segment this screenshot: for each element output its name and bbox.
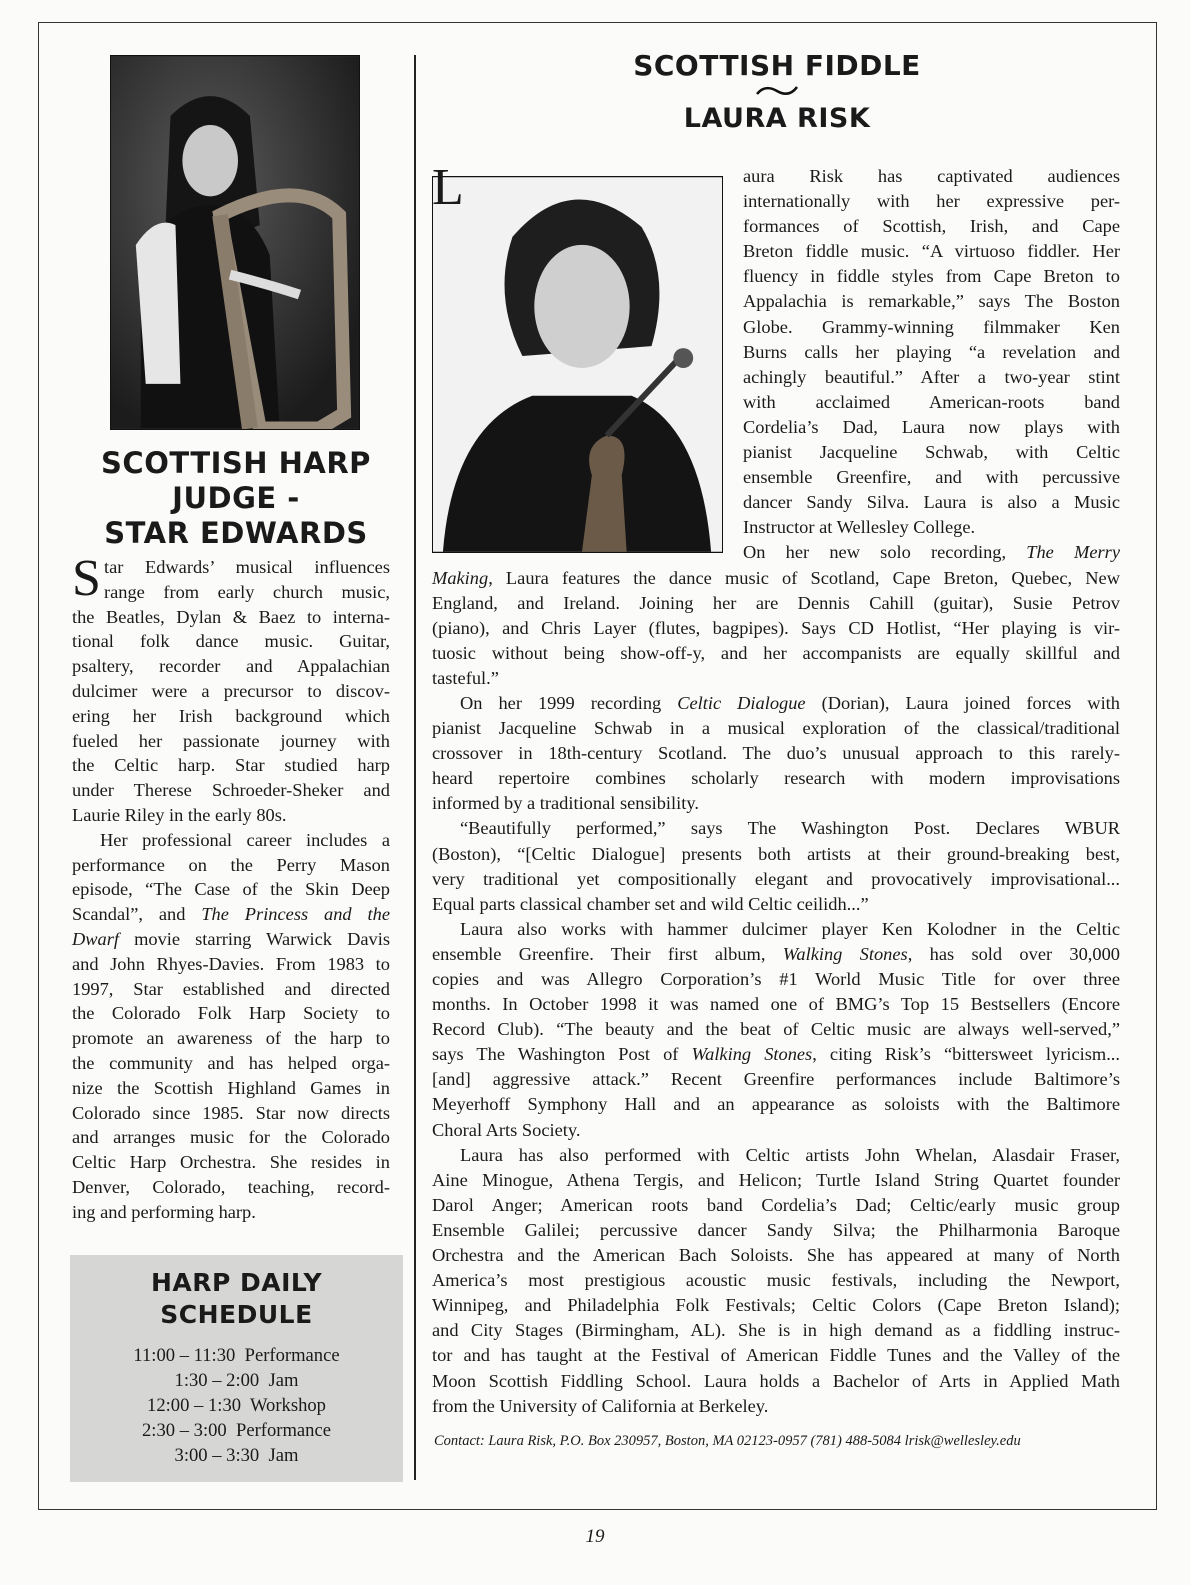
paragraph: [432, 691, 1120, 816]
text-segment: Celtic Harp Orchestra. She resides in: [72, 1152, 390, 1173]
text-line: [72, 1026, 390, 1051]
schedule-heading-line: SCHEDULE: [160, 1300, 313, 1329]
text-line: [432, 1318, 1120, 1343]
text-line: [72, 828, 390, 853]
text-segment: copies and was Allegro Corporation’s #1 World Music Title for over three: [432, 969, 1120, 989]
schedule-heading-line: HARP DAILY: [150, 1268, 323, 1297]
text-segment: under Therese Schroeder-Sheker and: [72, 780, 390, 801]
text-line: [432, 1268, 1120, 1293]
text-line: [432, 716, 1120, 741]
text-line: [432, 816, 1120, 841]
text-segment: dulcimer were a precursor to discov-: [72, 680, 390, 701]
text-line: [72, 877, 390, 902]
text-segment: ing and performing harp.: [72, 1201, 256, 1222]
schedule-item: 12:00 – 1:30 Workshop: [147, 1395, 326, 1416]
text-segment: fluency in fiddle styles from Cape Breton to: [743, 266, 1120, 287]
text-segment: months. In October 1998 it was named one of BMG’s Top 15 Bestsellers (Encore: [432, 994, 1120, 1015]
text-line: [72, 902, 390, 927]
italic-title: Making: [432, 567, 489, 588]
paragraph: [432, 917, 1120, 1143]
text-segment: Ensemble Galilei; percussive dancer Sandy Silva; the Philharmonia Baroque: [432, 1219, 1120, 1240]
schedule-item: 1:30 – 2:00 Jam: [174, 1370, 299, 1391]
text-line: [432, 1343, 1120, 1368]
text-line: [432, 1118, 1120, 1143]
star-edwards-bio: [72, 550, 390, 1225]
text-segment: Laurie Riley in the early 80s.: [72, 804, 287, 825]
text-segment: nize the Scottish Highland Games in: [72, 1077, 390, 1098]
text-line: [432, 390, 1120, 415]
text-segment: very traditional yet compositionally elegant and provocatively improvisational...: [432, 868, 1120, 889]
text-segment: On her new solo recording,: [743, 542, 1027, 563]
text-segment: tar Edwards’ musical influences: [104, 557, 390, 577]
text-segment: and John Rhyes-Davies. From 1983 to: [72, 953, 390, 974]
text-segment: the Celtic harp. Star studied harp: [72, 755, 390, 776]
text-segment: psaltery, recorder and Appalachian: [72, 656, 390, 677]
text-segment: says The Washington Post of: [432, 1044, 692, 1065]
text-segment: Denver, Colorado, teaching, record-: [72, 1176, 390, 1197]
text-line: [72, 1051, 390, 1076]
laura-risk-bio: [432, 159, 1120, 1419]
text-line: [72, 729, 390, 754]
text-line: [72, 977, 390, 1002]
paragraph: [432, 540, 1120, 691]
text-segment: pianist Jacqueline Schwab in a musical exploration of the classical/traditional: [432, 718, 1120, 739]
text-segment: Appalachia is remarkable,” says The Boston: [743, 291, 1120, 312]
text-segment: Aine Minogue, Athena Tergis, and Helicon; Turtle Island String Quartet founder: [432, 1169, 1120, 1190]
text-segment: Breton fiddle music. “A virtuoso fiddler. Her: [743, 241, 1120, 262]
schedule-list: [70, 1343, 403, 1468]
text-segment: Burns calls her playing “a revelation and: [743, 341, 1120, 362]
text-line: [432, 1168, 1120, 1193]
text-segment: episode, “The Case of the Skin Deep: [72, 879, 390, 900]
text-segment: , Laura features the dance music of Scotland, Cape Breton, Quebec, New: [488, 567, 1120, 588]
text-segment: achingly beautiful.” After a two-year stint: [743, 366, 1120, 387]
text-line: [432, 967, 1120, 992]
text-segment: Laura also works with hammer dulcimer player Ken Kolodner in the Celtic: [460, 918, 1120, 939]
text-line: [432, 766, 1120, 791]
text-line: [432, 1067, 1120, 1092]
text-line: [432, 917, 1120, 942]
text-segment: Choral Arts Society.: [432, 1119, 581, 1140]
text-segment: , has sold over 30,000: [907, 943, 1120, 964]
text-line: [432, 1193, 1120, 1218]
text-line: [432, 340, 1120, 365]
text-line: [432, 641, 1120, 666]
text-segment: formances of Scottish, Irish, and Cape: [743, 216, 1120, 237]
text-line: [432, 289, 1120, 314]
schedule-item: 2:30 – 3:00 Performance: [142, 1420, 331, 1441]
text-line: [432, 1143, 1120, 1168]
text-segment: Colorado since 1985. Star now directs: [72, 1102, 390, 1123]
text-segment: “Beautifully performed,” says The Washington Post. Declares WBUR: [460, 818, 1120, 839]
text-line: [72, 803, 390, 828]
text-segment: performance on the Perry Mason: [72, 854, 390, 875]
text-segment: from the University of California at Berkeley.: [432, 1395, 769, 1416]
text-segment: Winnipeg, and Philadelphia Folk Festivals; Celtic Colors (Cape Breton Island);: [432, 1295, 1120, 1316]
italic-title: Celtic Dialogue: [677, 692, 806, 713]
text-line: [432, 515, 1120, 540]
text-line: [72, 679, 390, 704]
text-segment: aura Risk has captivated audiences: [743, 166, 1120, 186]
text-line: [72, 753, 390, 778]
text-segment: ering her Irish background which: [72, 705, 390, 726]
laura-risk-heading: [432, 48, 1122, 136]
text-line: [432, 540, 1120, 565]
italic-title: Walking Stones: [782, 943, 908, 964]
heading-line: STAR EDWARDS: [104, 516, 368, 550]
text-segment: promote an awareness of the harp to: [72, 1028, 390, 1049]
text-line: [72, 1125, 390, 1150]
text-line: [432, 1017, 1120, 1042]
harp-daily-schedule: [70, 1255, 403, 1482]
text-line: [432, 214, 1120, 239]
text-segment: Her professional career includes a: [100, 829, 390, 850]
text-segment: movie starring Warwick Davis: [119, 928, 390, 949]
text-segment: Darol Anger; American roots band Cordelia’s Dad; Celtic/early music group: [432, 1194, 1120, 1215]
paragraph: [432, 1143, 1120, 1419]
text-line: [72, 1200, 390, 1225]
text-line: [432, 415, 1120, 440]
text-line: [432, 741, 1120, 766]
text-segment: dancer Sandy Silva. Laura is also a Music: [743, 492, 1120, 513]
text-segment: Instructor at Wellesley College.: [743, 517, 976, 538]
text-line: [432, 164, 1120, 189]
text-line: [72, 654, 390, 679]
text-line: [432, 591, 1120, 616]
heading-line: SCOTTISH HARP: [101, 446, 371, 480]
text-segment: Moon Scottish Fiddling School. Laura holds a Bachelor of Arts in Applied Math: [432, 1370, 1120, 1391]
text-line: [432, 842, 1120, 867]
text-line: [432, 566, 1120, 591]
text-line: [432, 189, 1120, 214]
text-segment: the community and has helped orga-: [72, 1052, 390, 1073]
text-segment: (piano), and Chris Layer (flutes, bagpipes). Says CD Hotlist, “Her playing is vir-: [432, 617, 1120, 638]
text-line: [432, 1218, 1120, 1243]
text-line: [432, 239, 1120, 264]
text-segment: and City Stages (Birmingham, AL). She is in high demand as a fiddling instruc-: [432, 1320, 1120, 1341]
section-title: SCOTTISH FIDDLE: [633, 49, 921, 82]
paragraph: [432, 816, 1120, 916]
text-line: [72, 927, 390, 952]
text-segment: tasteful.”: [432, 667, 499, 688]
text-segment: informed by a traditional sensibility.: [432, 793, 699, 814]
text-line: [432, 942, 1120, 967]
star-edwards-heading: [70, 446, 402, 551]
text-line: [432, 791, 1120, 816]
text-segment: Record Club). “The beauty and the beat of Celtic music are always well-served,”: [432, 1019, 1120, 1040]
text-segment: 1997, Star established and directed: [72, 978, 390, 999]
harpist-photo-icon: [111, 56, 359, 429]
text-line: [432, 1092, 1120, 1117]
text-line: [72, 1101, 390, 1126]
paragraph: [432, 159, 1120, 540]
text-line: [432, 440, 1120, 465]
paragraph: [72, 550, 390, 828]
text-line: [432, 264, 1120, 289]
text-line: [432, 465, 1120, 490]
text-segment: crossover in 18th-century Scotland. The duo’s unusual approach to this rarely-: [432, 743, 1120, 764]
paragraph: [72, 828, 390, 1225]
text-segment: (Boston), “[Celtic Dialogue] presents both artists at their ground-breaking best,: [432, 843, 1120, 864]
text-line: [72, 704, 390, 729]
star-edwards-photo: [110, 55, 360, 430]
text-segment: (Dorian), Laura joined forces with: [805, 692, 1120, 713]
text-segment: internationally with her expressive per-: [743, 191, 1120, 212]
text-line: [432, 315, 1120, 340]
text-segment: and arranges music for the Colorado: [72, 1127, 390, 1148]
text-line: [432, 490, 1120, 515]
drop-cap: L: [432, 159, 464, 216]
column-divider: [414, 55, 416, 1480]
text-segment: Scandal”, and: [72, 904, 202, 925]
text-segment: England, and Ireland. Joining her are Dennis Cahill (guitar), Susie Petrov: [432, 592, 1120, 613]
text-line: [72, 952, 390, 977]
text-line: [72, 1076, 390, 1101]
text-segment: Laura has also performed with Celtic artists John Whelan, Alasdair Fraser,: [460, 1144, 1120, 1165]
text-segment: ensemble Greenfire, and with percussive: [743, 467, 1120, 488]
text-segment: tional folk dance music. Guitar,: [72, 631, 390, 652]
text-line: [72, 605, 390, 630]
artist-name: LAURA RISK: [683, 103, 871, 134]
text-line: [72, 1150, 390, 1175]
text-segment: with acclaimed American-roots band: [743, 391, 1120, 412]
text-line: [72, 629, 390, 654]
text-line: [72, 1001, 390, 1026]
text-line: [72, 1175, 390, 1200]
text-segment: Cordelia’s Dad, Laura now plays with: [743, 416, 1120, 437]
text-line: [432, 666, 1120, 691]
text-segment: heard repertoire combines scholarly research with modern improvisations: [432, 768, 1120, 789]
heading-line: JUDGE -: [172, 481, 300, 515]
text-segment: pianist Jacqueline Schwab, with Celtic: [743, 442, 1120, 463]
text-segment: tor and has taught at the Festival of American Fiddle Tunes and the Valley of the: [432, 1345, 1120, 1366]
contact-info: Contact: Laura Risk, P.O. Box 230957, Boston, MA 02123-0957 (781) 488-5084 lrisk@wellesley.edu: [434, 1433, 1021, 1449]
text-line: [432, 365, 1120, 390]
text-line: [432, 867, 1120, 892]
text-segment: Equal parts classical chamber set and wild Celtic ceilidh...”: [432, 893, 869, 914]
italic-title: Dwarf: [72, 928, 120, 949]
text-segment: Globe. Grammy-winning filmmaker Ken: [743, 316, 1120, 337]
schedule-item: 11:00 – 11:30 Performance: [133, 1345, 340, 1366]
text-line: [432, 691, 1120, 716]
text-line: [432, 1243, 1120, 1268]
page-number: 19: [585, 1526, 605, 1547]
schedule-heading: [70, 1267, 403, 1331]
text-line: [432, 892, 1120, 917]
drop-cap: S: [72, 550, 101, 607]
text-segment: Orchestra and the American Bach Soloists. She has appeared at many of North: [432, 1245, 1120, 1266]
text-segment: America’s most prestigious acoustic music festivals, including the Newport,: [432, 1270, 1120, 1291]
text-segment: Meyerhoff Symphony Hall and an appearance as soloists with the Baltimore: [432, 1094, 1120, 1115]
italic-title: Walking Stones: [691, 1044, 813, 1065]
text-segment: On her 1999 recording: [460, 692, 678, 713]
text-line: [432, 992, 1120, 1017]
text-segment: fueled her passionate journey with: [72, 730, 390, 751]
text-line: [432, 1369, 1120, 1394]
text-segment: tuosic without being show-off-y, and her accompanists are equally skillful and: [432, 642, 1120, 663]
text-line: [432, 1394, 1120, 1419]
text-segment: the Beatles, Dylan & Baez to interna-: [72, 606, 390, 627]
text-segment: [and] aggressive attack.” Recent Greenfire performances include Baltimore’s: [432, 1069, 1120, 1090]
text-line: [72, 580, 390, 605]
text-segment: range from early church music,: [104, 581, 390, 602]
text-segment: the Colorado Folk Harp Society to: [72, 1003, 390, 1024]
schedule-item: 3:00 – 3:30 Jam: [174, 1445, 299, 1466]
text-line: [432, 1042, 1120, 1067]
italic-title: The Princess and the: [201, 904, 390, 925]
swash-ornament-icon: [755, 84, 799, 98]
italic-title: The Merry: [1026, 542, 1120, 563]
text-line: [432, 616, 1120, 641]
text-segment: ensemble Greenfire. Their first album,: [432, 943, 783, 964]
text-line: [72, 555, 390, 580]
text-line: [432, 1293, 1120, 1318]
text-line: [72, 853, 390, 878]
text-line: [72, 778, 390, 803]
text-segment: , citing Risk’s “bittersweet lyricism...: [812, 1044, 1120, 1065]
